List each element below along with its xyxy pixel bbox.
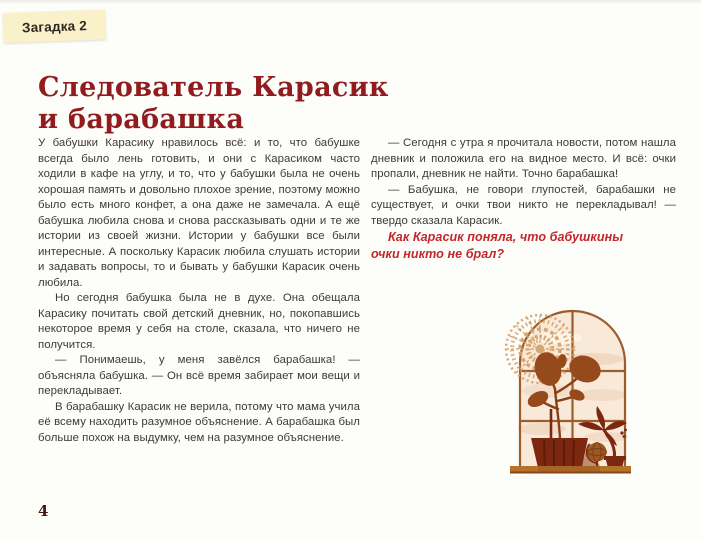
story-paragraph: — Бабушка, не говори глупостей, барабашки не существует, и очки твои никто не перекладывал! — твердо сказала Карасик.: [371, 183, 676, 227]
riddle-badge: [3, 9, 106, 43]
window-illustration: [498, 303, 638, 478]
page-title-line-1: Следователь Карасик: [38, 72, 389, 104]
page-title-line-2: и барабашка: [38, 104, 245, 136]
window-sill: [510, 466, 631, 474]
story-paragraph: — Сегодня с утра я прочитала новости, потом нашла дневник и положила его на видное место. И всё: очки пропали, дневник не найти. Точно барабашка!: [371, 137, 676, 180]
story-paragraph: Но сегодня бабушка была не в духе. Она обещала Карасику почитать свой детский дневник, но, покопавшись некоторое время у себя на столе, сказала, что ничего не получится.: [38, 292, 360, 351]
page-title: [38, 72, 389, 136]
story-left-column: [38, 136, 360, 446]
story-paragraph: В барабашку Карасик не верила, потому что мама учила её всему находить разумное объяснение. А барабашка был больше похож на выдумку, чем на разумное объяснение.: [38, 400, 360, 444]
story-right-column: [371, 136, 676, 262]
story-paragraph: У бабушки Карасику нравилось всё: и то, что бабушке всегда было лень готовить, и они с Карасиком часто ходили в кафе на углу, и то, что у бабушки была не очень хорошая память и довольно плохое зрение, поэтому можно было есть много конфет, а она даже не замечала. А ещё бабушка любила снова и снова рассказывать одни и те же истории из своей жизни. Истории у бабушки все были интересные. А поскольку Карасик любила слушать истории и задавать вопросы, то и бывать у бабушки Карасик очень любила.: [38, 137, 360, 289]
page-number: 4: [38, 502, 49, 520]
story-paragraph: — Понимаешь, у меня завёлся барабашка! — объясняла бабушка. — Он всё время забирает мои вещи и перекладывает.: [38, 354, 360, 397]
riddle-badge-label: Загадка 2: [21, 17, 88, 35]
riddle-question: Как Карасик поняла, что бабушкины очки никто не брал?: [371, 230, 624, 261]
